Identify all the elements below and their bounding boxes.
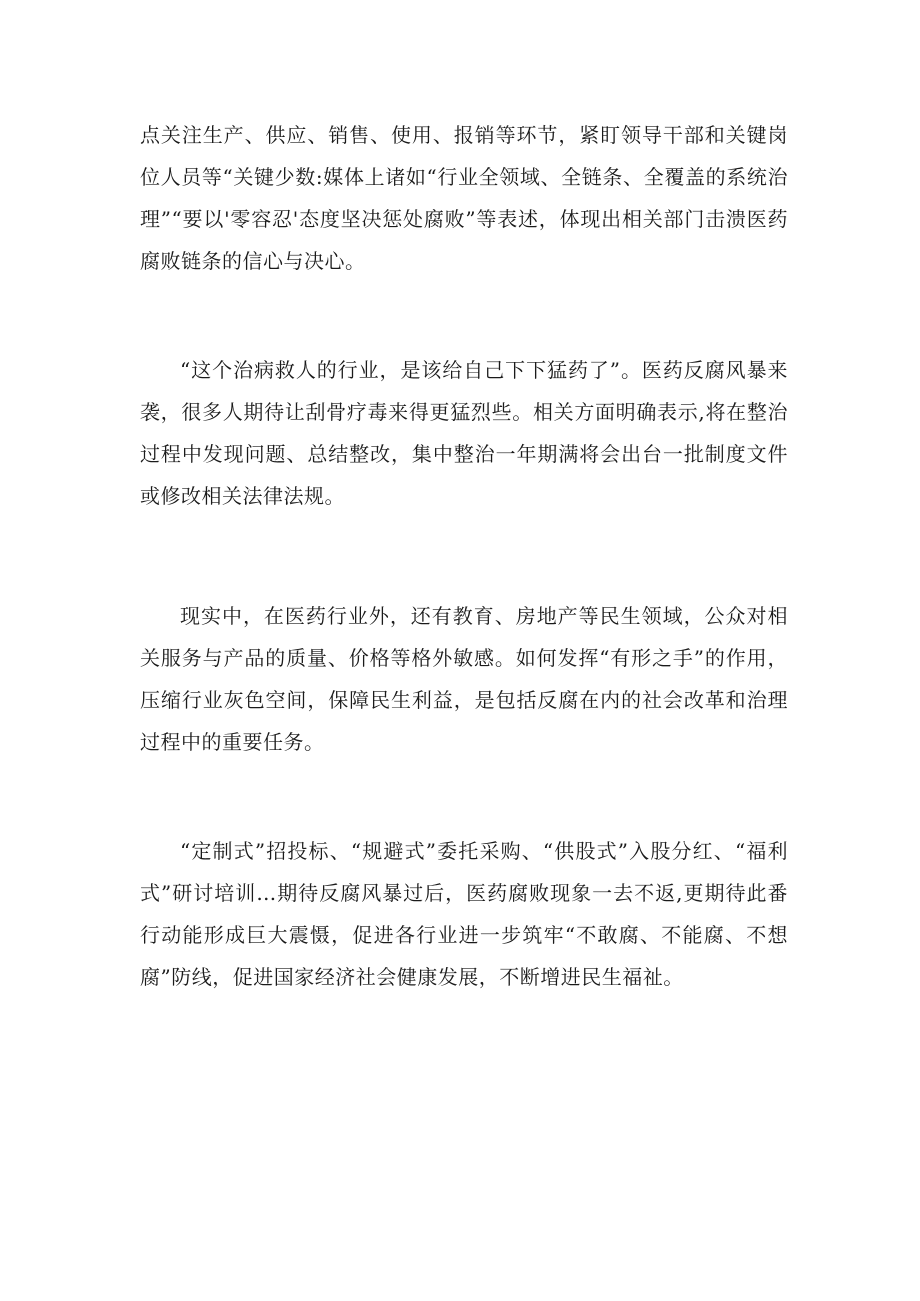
paragraph-conclusion: “定制式”招投标、“规避式”委托采购、“供股式”入股分红、“福利式”研讨培训…期待反腐风暴过后，医药腐败现象一去不返,更期待此番行动能形成巨大震慑，促进各行业进一步筑牢“不敢腐、不能腐、不想腐”防线，促进国家经济社会健康发展，不断增进民生福祉。 [140, 839, 788, 989]
paragraph-continuation: 点关注生产、供应、销售、使用、报销等环节，紧盯领导干部和关键岗位人员等“关键少数:媒体上诸如“行业全领域、全链条、全覆盖的系统治理”“要以'零容忍'态度坚决惩处腐败”等表述，体现出相关部门击溃医药腐败链条的信心与决心。 [140, 123, 788, 273]
paragraph-livelihood-fields: 现实中，在医药行业外，还有教育、房地产等民生领域，公众对相关服务与产品的质量、价格等格外敏感。如何发挥“有形之手”的作用，压缩行业灰色空间，保障民生利益，是包括反腐在内的社会改革和治理过程中的重要任务。 [140, 604, 788, 754]
paragraph-medical-anticorruption: “这个治病救人的行业，是该给自己下下猛药了”。医药反腐风暴来袭，很多人期待让刮骨疗毒来得更猛烈些。相关方面明确表示,将在整治过程中发现问题、总结整改，集中整治一年期满将会出台一批制度文件或修改相关法律法规。 [140, 358, 788, 508]
